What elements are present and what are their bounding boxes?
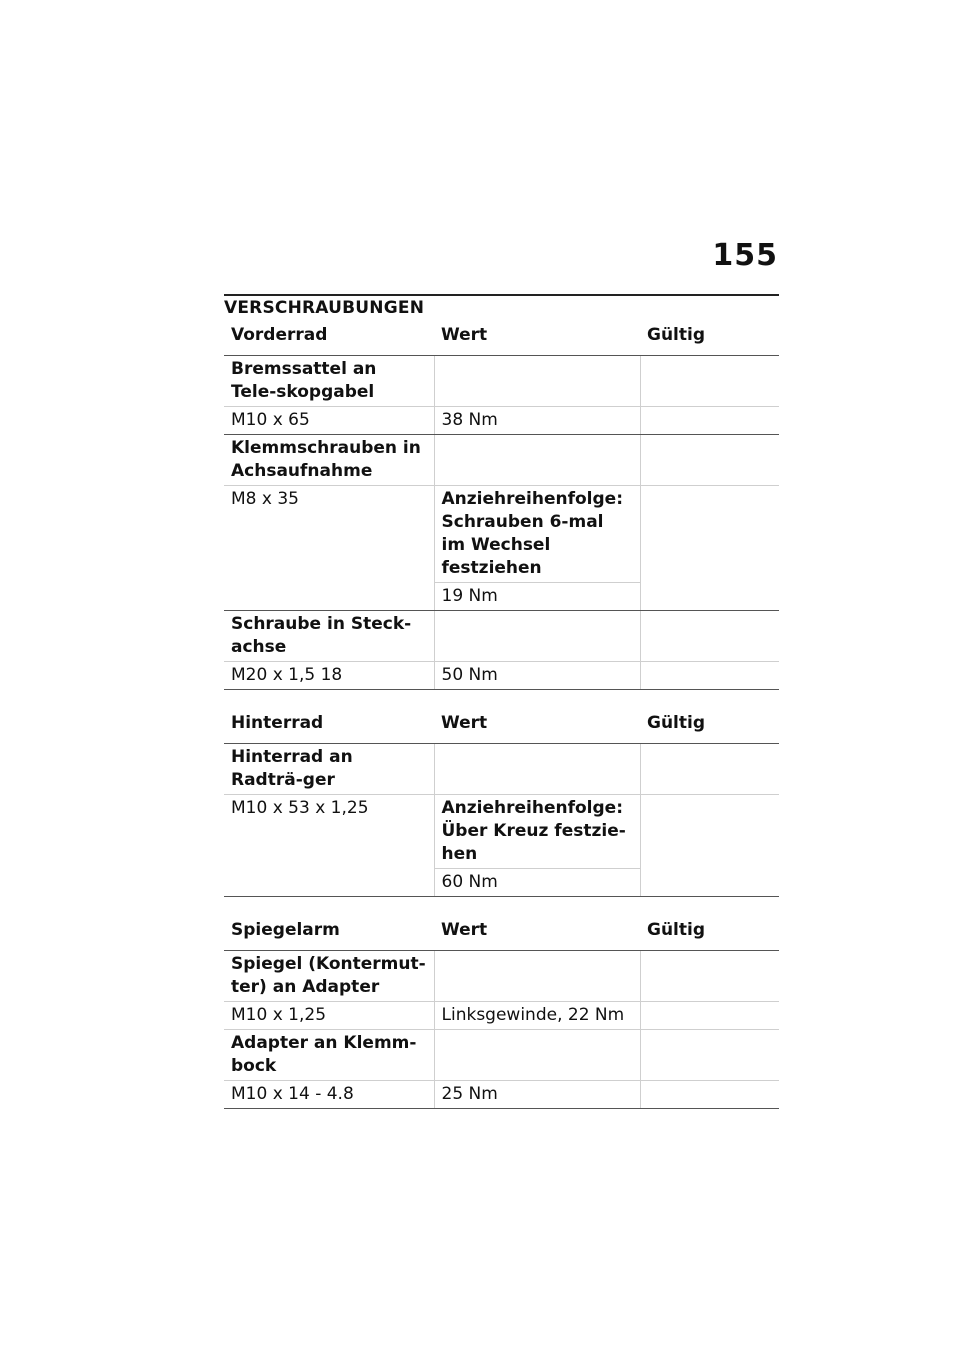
value-cell — [434, 951, 640, 1002]
column-header-value: Wert — [434, 913, 640, 951]
value-cell — [434, 744, 640, 795]
table-spiegelarm — [224, 913, 779, 1109]
screw-spec: M10 x 65 — [224, 407, 434, 435]
valid-cell — [640, 1002, 779, 1030]
table-vorderrad — [224, 318, 779, 690]
column-header-value: Wert — [434, 706, 640, 744]
screw-spec: M10 x 53 x 1,25 — [224, 795, 434, 897]
torque-value: 60 Nm — [434, 869, 640, 897]
screw-spec: M20 x 1,5 18 — [224, 662, 434, 690]
valid-cell — [640, 951, 779, 1002]
component-name: Hinterrad an Radträ-ger — [224, 744, 434, 795]
torque-tables — [224, 318, 779, 1109]
table-row — [224, 1002, 779, 1030]
value-cell — [434, 356, 640, 407]
table-header-row — [224, 318, 779, 356]
value-cell — [434, 1030, 640, 1081]
component-name: Klemmschrauben in Achsaufnahme — [224, 435, 434, 486]
valid-cell — [640, 662, 779, 690]
screw-spec: M8 x 35 — [224, 486, 434, 611]
table-row — [224, 795, 779, 869]
torque-value: 25 Nm — [434, 1081, 640, 1109]
section-rule — [224, 294, 779, 296]
column-header-value: Wert — [434, 318, 640, 356]
table-row — [224, 951, 779, 1002]
torque-value: 38 Nm — [434, 407, 640, 435]
tightening-note: Anziehreihenfolge: Schrauben 6-mal im Wechsel festziehen — [434, 486, 640, 583]
torque-value: 19 Nm — [434, 583, 640, 611]
valid-cell — [640, 356, 779, 407]
valid-cell — [640, 795, 779, 897]
column-header-valid: Gültig — [640, 913, 779, 951]
page-number: 155 — [712, 238, 778, 273]
table-row — [224, 662, 779, 690]
component-name: Adapter an Klemm-bock — [224, 1030, 434, 1081]
column-header-valid: Gültig — [640, 318, 779, 356]
table-row — [224, 356, 779, 407]
torque-value: Linksgewinde, 22 Nm — [434, 1002, 640, 1030]
valid-cell — [640, 486, 779, 611]
torque-value: 50 Nm — [434, 662, 640, 690]
column-header-component: Vorderrad — [224, 318, 434, 356]
valid-cell — [640, 744, 779, 795]
table-row — [224, 1081, 779, 1109]
component-name: Bremssattel an Tele-skopgabel — [224, 356, 434, 407]
table-hinterrad — [224, 706, 779, 897]
valid-cell — [640, 407, 779, 435]
valid-cell — [640, 611, 779, 662]
table-row — [224, 435, 779, 486]
valid-cell — [640, 435, 779, 486]
column-header-valid: Gültig — [640, 706, 779, 744]
table-header-row — [224, 706, 779, 744]
column-header-component: Hinterrad — [224, 706, 434, 744]
valid-cell — [640, 1030, 779, 1081]
screw-spec: M10 x 1,25 — [224, 1002, 434, 1030]
table-row — [224, 744, 779, 795]
table-row — [224, 407, 779, 435]
value-cell — [434, 435, 640, 486]
table-header-row — [224, 913, 779, 951]
screw-spec: M10 x 14 - 4.8 — [224, 1081, 434, 1109]
table-row — [224, 1030, 779, 1081]
tightening-note: Anziehreihenfolge: Über Kreuz festzie-hen — [434, 795, 640, 869]
column-header-component: Spiegelarm — [224, 913, 434, 951]
value-cell — [434, 611, 640, 662]
component-name: Schraube in Steck-achse — [224, 611, 434, 662]
component-name: Spiegel (Kontermut-ter) an Adapter — [224, 951, 434, 1002]
section-title: VERSCHRAUBUNGEN — [224, 298, 425, 318]
table-row — [224, 486, 779, 583]
valid-cell — [640, 1081, 779, 1109]
table-row — [224, 611, 779, 662]
